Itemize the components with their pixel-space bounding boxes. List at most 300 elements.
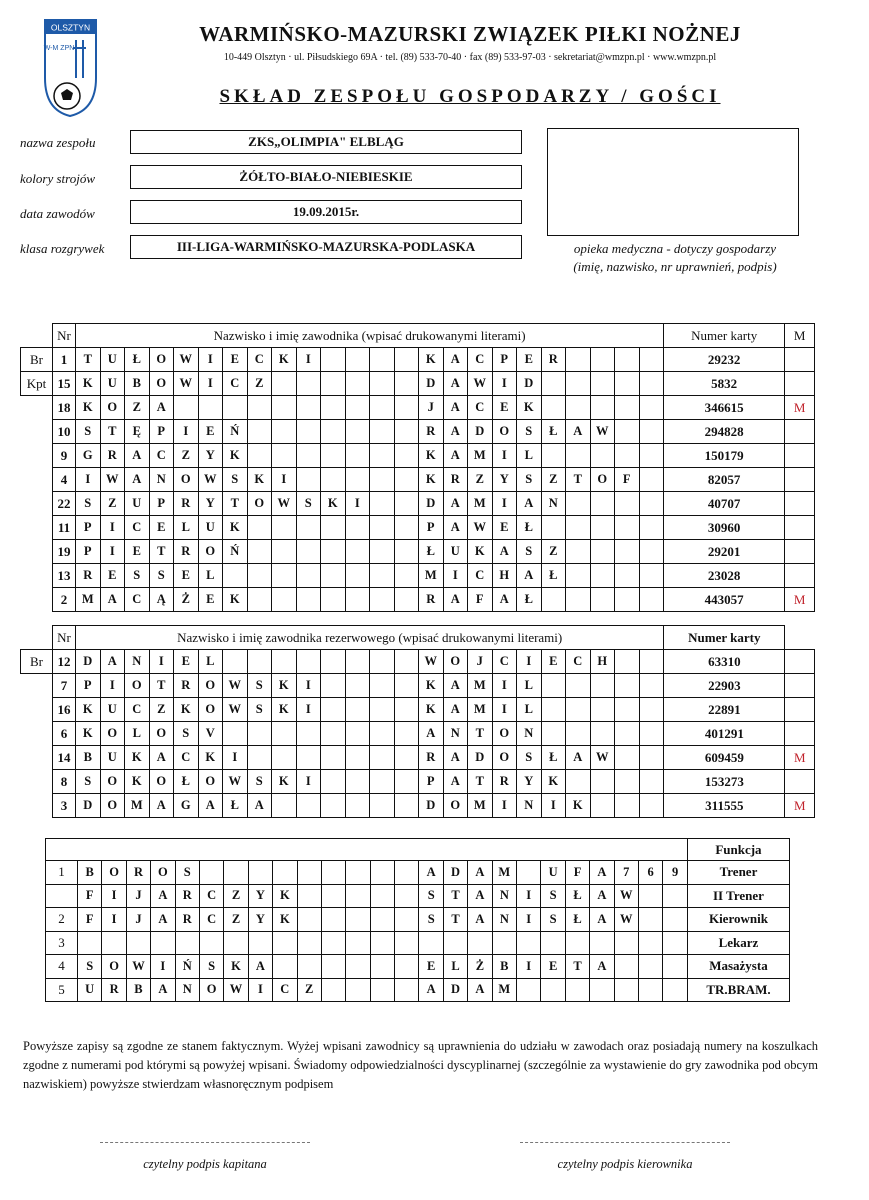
players-row-letter[interactable]: R bbox=[100, 444, 125, 468]
captain-signature-line[interactable] bbox=[100, 1142, 310, 1143]
players-row-letter[interactable]: A bbox=[566, 420, 591, 444]
players-row-letter[interactable] bbox=[541, 372, 566, 396]
players-row-letter[interactable] bbox=[590, 516, 615, 540]
reserves-row-letter[interactable] bbox=[590, 770, 615, 794]
players-row-letter[interactable] bbox=[247, 444, 272, 468]
players-row-letter[interactable] bbox=[272, 564, 297, 588]
players-row-letter[interactable]: E bbox=[517, 348, 542, 372]
staff-row-letter[interactable]: I bbox=[517, 908, 541, 932]
players-row-letter[interactable]: W bbox=[468, 516, 493, 540]
reserves-row-letter[interactable]: S bbox=[76, 770, 101, 794]
players-row-nr[interactable]: 22 bbox=[53, 492, 76, 516]
players-row-letter[interactable] bbox=[639, 564, 664, 588]
staff-row-letter[interactable]: Z bbox=[224, 908, 248, 932]
reserves-row-card[interactable]: 63310 bbox=[664, 650, 785, 674]
medical-care-box[interactable] bbox=[547, 128, 799, 236]
staff-row-letter[interactable] bbox=[346, 978, 370, 1002]
players-row-letter[interactable]: I bbox=[100, 540, 125, 564]
reserves-row-letter[interactable]: W bbox=[223, 674, 248, 698]
players-row-letter[interactable]: C bbox=[468, 564, 493, 588]
players-row-letter[interactable] bbox=[370, 348, 395, 372]
staff-row-letter[interactable]: I bbox=[248, 978, 272, 1002]
players-row-letter[interactable]: E bbox=[174, 564, 199, 588]
players-row-letter[interactable] bbox=[394, 396, 419, 420]
staff-row-letter[interactable]: S bbox=[541, 884, 565, 908]
reserves-row-nr[interactable]: 8 bbox=[53, 770, 76, 794]
reserves-row-letter[interactable]: D bbox=[76, 650, 101, 674]
players-row-letter[interactable] bbox=[370, 564, 395, 588]
staff-row-letter[interactable]: A bbox=[419, 861, 443, 885]
staff-row-letter[interactable]: A bbox=[590, 955, 614, 979]
staff-row-letter[interactable] bbox=[517, 978, 541, 1002]
players-row-letter[interactable] bbox=[321, 468, 346, 492]
staff-row-letter[interactable]: Z bbox=[297, 978, 321, 1002]
reserves-row-letter[interactable] bbox=[321, 650, 346, 674]
players-row-card[interactable]: 30960 bbox=[664, 516, 785, 540]
reserves-row-card[interactable]: 22903 bbox=[664, 674, 785, 698]
reserves-row-letter[interactable] bbox=[296, 722, 321, 746]
staff-row-letter[interactable] bbox=[638, 931, 662, 955]
players-row-letter[interactable] bbox=[321, 540, 346, 564]
players-row-letter[interactable]: U bbox=[100, 348, 125, 372]
reserves-row-letter[interactable] bbox=[321, 746, 346, 770]
reserves-row-letter[interactable]: I bbox=[517, 650, 542, 674]
players-row-letter[interactable]: Y bbox=[492, 468, 517, 492]
reserves-row-letter[interactable] bbox=[394, 698, 419, 722]
staff-row-letter[interactable]: R bbox=[126, 861, 150, 885]
staff-row-letter[interactable]: Ł bbox=[565, 884, 589, 908]
staff-row-letter[interactable]: Ż bbox=[468, 955, 492, 979]
players-row-letter[interactable] bbox=[639, 588, 664, 612]
players-row-letter[interactable]: R bbox=[419, 588, 444, 612]
reserves-row-letter[interactable]: K bbox=[76, 722, 101, 746]
reserves-row-letter[interactable] bbox=[345, 794, 370, 818]
reserves-row-letter[interactable]: O bbox=[149, 722, 174, 746]
players-row-letter[interactable]: Ń bbox=[223, 420, 248, 444]
players-row-card[interactable]: 82057 bbox=[664, 468, 785, 492]
staff-row-letter[interactable]: U bbox=[78, 978, 102, 1002]
staff-row-letter[interactable] bbox=[395, 884, 419, 908]
staff-row-letter[interactable]: N bbox=[175, 978, 199, 1002]
reserves-row-letter[interactable]: N bbox=[443, 722, 468, 746]
players-row-letter[interactable]: S bbox=[125, 564, 150, 588]
players-row-letter[interactable] bbox=[394, 372, 419, 396]
staff-row-letter[interactable] bbox=[370, 978, 394, 1002]
players-row-letter[interactable] bbox=[345, 420, 370, 444]
players-row-letter[interactable]: I bbox=[174, 420, 199, 444]
players-row-letter[interactable]: R bbox=[174, 492, 199, 516]
players-row-letter[interactable] bbox=[394, 540, 419, 564]
players-row-letter[interactable] bbox=[590, 588, 615, 612]
staff-row-letter[interactable]: A bbox=[468, 978, 492, 1002]
staff-row-letter[interactable]: Ł bbox=[565, 908, 589, 932]
players-row-letter[interactable]: K bbox=[321, 492, 346, 516]
players-row-letter[interactable]: Ą bbox=[149, 588, 174, 612]
players-row-letter[interactable]: R bbox=[419, 420, 444, 444]
players-row-letter[interactable]: R bbox=[541, 348, 566, 372]
staff-row-letter[interactable]: A bbox=[468, 861, 492, 885]
players-row-letter[interactable]: K bbox=[223, 588, 248, 612]
players-row-nr[interactable]: 9 bbox=[53, 444, 76, 468]
players-row-letter[interactable] bbox=[296, 588, 321, 612]
staff-row-letter[interactable] bbox=[321, 931, 345, 955]
staff-row-letter[interactable]: F bbox=[78, 908, 102, 932]
staff-row-letter[interactable] bbox=[346, 908, 370, 932]
players-row-letter[interactable]: P bbox=[492, 348, 517, 372]
staff-row-letter[interactable] bbox=[199, 931, 223, 955]
reserves-row-letter[interactable]: O bbox=[100, 722, 125, 746]
staff-row-letter[interactable]: T bbox=[443, 908, 467, 932]
players-row-letter[interactable] bbox=[223, 396, 248, 420]
players-row-letter[interactable] bbox=[345, 588, 370, 612]
reserves-row-letter[interactable]: W bbox=[223, 770, 248, 794]
players-row-letter[interactable]: C bbox=[149, 444, 174, 468]
players-row-nr[interactable]: 11 bbox=[53, 516, 76, 540]
staff-row-letter[interactable]: K bbox=[273, 884, 297, 908]
reserves-row-letter[interactable] bbox=[370, 794, 395, 818]
staff-row-letter[interactable] bbox=[346, 861, 370, 885]
reserves-row-letter[interactable] bbox=[394, 770, 419, 794]
staff-row-letter[interactable]: L bbox=[443, 955, 467, 979]
reserves-row-letter[interactable] bbox=[590, 722, 615, 746]
players-row-letter[interactable]: A bbox=[517, 564, 542, 588]
staff-row-letter[interactable] bbox=[638, 955, 662, 979]
players-row-letter[interactable] bbox=[566, 516, 591, 540]
staff-row-letter[interactable]: B bbox=[78, 861, 102, 885]
players-row-letter[interactable] bbox=[345, 516, 370, 540]
players-row-m[interactable]: M bbox=[785, 396, 815, 420]
reserves-row-letter[interactable]: A bbox=[247, 794, 272, 818]
players-row-letter[interactable]: D bbox=[517, 372, 542, 396]
staff-row-letter[interactable] bbox=[663, 908, 688, 932]
staff-row-letter[interactable]: S bbox=[419, 884, 443, 908]
staff-row-letter[interactable]: S bbox=[78, 955, 102, 979]
staff-row-letter[interactable] bbox=[590, 931, 614, 955]
reserves-row-letter[interactable]: R bbox=[419, 746, 444, 770]
players-row-letter[interactable]: E bbox=[149, 516, 174, 540]
players-row-letter[interactable] bbox=[321, 420, 346, 444]
reserves-row-letter[interactable] bbox=[590, 794, 615, 818]
reserves-row-letter[interactable] bbox=[590, 698, 615, 722]
staff-row-letter[interactable]: W bbox=[126, 955, 150, 979]
players-row-letter[interactable]: O bbox=[174, 468, 199, 492]
players-row-letter[interactable] bbox=[615, 588, 640, 612]
players-row-letter[interactable] bbox=[370, 516, 395, 540]
players-row-letter[interactable]: K bbox=[517, 396, 542, 420]
players-row-letter[interactable]: T bbox=[100, 420, 125, 444]
reserves-row-letter[interactable]: L bbox=[198, 650, 223, 674]
reserves-row-letter[interactable]: M bbox=[468, 674, 493, 698]
players-row-letter[interactable] bbox=[272, 516, 297, 540]
players-row-letter[interactable]: P bbox=[149, 420, 174, 444]
staff-row-letter[interactable]: Y bbox=[248, 908, 272, 932]
players-row-letter[interactable] bbox=[321, 372, 346, 396]
players-row-letter[interactable]: S bbox=[296, 492, 321, 516]
players-row-m[interactable] bbox=[785, 516, 815, 540]
reserves-row-letter[interactable]: W bbox=[223, 698, 248, 722]
reserves-row-letter[interactable] bbox=[370, 746, 395, 770]
reserves-row-letter[interactable]: Y bbox=[517, 770, 542, 794]
reserves-row-letter[interactable]: J bbox=[468, 650, 493, 674]
staff-row-letter[interactable] bbox=[248, 861, 272, 885]
players-row-letter[interactable]: Ł bbox=[419, 540, 444, 564]
reserves-row-letter[interactable]: T bbox=[468, 722, 493, 746]
players-row-nr[interactable]: 10 bbox=[53, 420, 76, 444]
players-row-letter[interactable] bbox=[639, 348, 664, 372]
players-row-letter[interactable]: K bbox=[272, 348, 297, 372]
players-row-letter[interactable]: F bbox=[468, 588, 493, 612]
reserves-row-letter[interactable]: Z bbox=[149, 698, 174, 722]
players-row-m[interactable] bbox=[785, 564, 815, 588]
players-row-letter[interactable] bbox=[566, 444, 591, 468]
reserves-row-letter[interactable]: W bbox=[590, 746, 615, 770]
staff-row-letter[interactable]: 9 bbox=[663, 861, 688, 885]
reserves-row-letter[interactable] bbox=[345, 722, 370, 746]
players-row-card[interactable]: 5832 bbox=[664, 372, 785, 396]
reserves-row-letter[interactable] bbox=[321, 722, 346, 746]
players-row-letter[interactable]: I bbox=[492, 444, 517, 468]
staff-row-letter[interactable] bbox=[102, 931, 126, 955]
staff-row-letter[interactable]: C bbox=[199, 908, 223, 932]
reserves-row-letter[interactable]: O bbox=[443, 650, 468, 674]
players-row-letter[interactable] bbox=[370, 444, 395, 468]
reserves-row-letter[interactable]: I bbox=[149, 650, 174, 674]
players-row-letter[interactable] bbox=[590, 444, 615, 468]
players-row-letter[interactable]: Ł bbox=[541, 420, 566, 444]
reserves-row-letter[interactable]: A bbox=[198, 794, 223, 818]
staff-row-letter[interactable] bbox=[541, 931, 565, 955]
reserves-row-letter[interactable] bbox=[272, 650, 297, 674]
staff-row-nr[interactable]: 5 bbox=[46, 978, 78, 1002]
staff-row-letter[interactable] bbox=[443, 931, 467, 955]
reserves-row-letter[interactable]: O bbox=[492, 722, 517, 746]
players-row-letter[interactable]: K bbox=[419, 348, 444, 372]
reserves-row-letter[interactable]: E bbox=[174, 650, 199, 674]
reserves-row-letter[interactable]: I bbox=[492, 698, 517, 722]
reserves-row-letter[interactable]: A bbox=[443, 698, 468, 722]
staff-row-letter[interactable]: O bbox=[102, 861, 126, 885]
reserves-row-letter[interactable]: G bbox=[174, 794, 199, 818]
players-row-letter[interactable]: P bbox=[76, 540, 101, 564]
players-row-letter[interactable]: N bbox=[149, 468, 174, 492]
players-row-letter[interactable]: D bbox=[419, 372, 444, 396]
staff-row-letter[interactable] bbox=[346, 884, 370, 908]
players-row-letter[interactable] bbox=[394, 420, 419, 444]
staff-row-letter[interactable]: Ń bbox=[175, 955, 199, 979]
reserves-row-letter[interactable]: R bbox=[492, 770, 517, 794]
players-row-m[interactable] bbox=[785, 492, 815, 516]
reserves-row-letter[interactable] bbox=[321, 794, 346, 818]
reserves-row-nr[interactable]: 6 bbox=[53, 722, 76, 746]
players-row-letter[interactable] bbox=[566, 396, 591, 420]
reserves-row-nr[interactable]: 3 bbox=[53, 794, 76, 818]
reserves-row-m[interactable] bbox=[785, 722, 815, 746]
players-row-letter[interactable] bbox=[566, 372, 591, 396]
reserves-row-nr[interactable]: 12 bbox=[53, 650, 76, 674]
reserves-row-letter[interactable]: O bbox=[198, 770, 223, 794]
reserves-row-letter[interactable]: A bbox=[566, 746, 591, 770]
players-row-m[interactable]: M bbox=[785, 588, 815, 612]
players-row-letter[interactable]: K bbox=[223, 444, 248, 468]
players-row-letter[interactable] bbox=[394, 588, 419, 612]
players-row-nr[interactable]: 19 bbox=[53, 540, 76, 564]
players-row-letter[interactable] bbox=[296, 396, 321, 420]
reserves-row-letter[interactable]: S bbox=[247, 674, 272, 698]
reserves-row-m[interactable]: M bbox=[785, 746, 815, 770]
reserves-row-letter[interactable]: D bbox=[76, 794, 101, 818]
reserves-row-letter[interactable]: U bbox=[100, 746, 125, 770]
players-row-card[interactable]: 29232 bbox=[664, 348, 785, 372]
players-row-letter[interactable]: W bbox=[198, 468, 223, 492]
players-row-letter[interactable] bbox=[321, 396, 346, 420]
reserves-row-letter[interactable] bbox=[639, 698, 664, 722]
staff-row-letter[interactable] bbox=[248, 931, 272, 955]
players-row-letter[interactable] bbox=[566, 348, 591, 372]
league-field[interactable]: III-LIGA-WARMIŃSKO-MAZURSKA-PODLASKA bbox=[130, 235, 522, 259]
staff-row-letter[interactable]: W bbox=[614, 908, 638, 932]
players-row-letter[interactable]: A bbox=[517, 492, 542, 516]
staff-row-letter[interactable]: C bbox=[199, 884, 223, 908]
players-row-letter[interactable]: A bbox=[443, 444, 468, 468]
players-row-letter[interactable]: K bbox=[468, 540, 493, 564]
players-row-letter[interactable]: W bbox=[590, 420, 615, 444]
players-row-letter[interactable]: A bbox=[492, 540, 517, 564]
players-row-letter[interactable] bbox=[370, 492, 395, 516]
players-row-letter[interactable] bbox=[394, 468, 419, 492]
staff-row-letter[interactable]: 7 bbox=[614, 861, 638, 885]
reserves-row-letter[interactable]: T bbox=[149, 674, 174, 698]
staff-row-letter[interactable]: O bbox=[151, 861, 175, 885]
players-row-letter[interactable]: M bbox=[76, 588, 101, 612]
team-name-field[interactable]: ZKS„OLIMPIA" ELBLĄG bbox=[130, 130, 522, 154]
reserves-row-letter[interactable]: S bbox=[517, 746, 542, 770]
players-row-letter[interactable]: M bbox=[468, 492, 493, 516]
players-row-letter[interactable]: D bbox=[468, 420, 493, 444]
staff-row-letter[interactable]: A bbox=[468, 884, 492, 908]
reserves-row-letter[interactable] bbox=[639, 722, 664, 746]
match-date-field[interactable]: 19.09.2015r. bbox=[130, 200, 522, 224]
reserves-row-letter[interactable]: I bbox=[296, 770, 321, 794]
players-row-letter[interactable] bbox=[394, 564, 419, 588]
players-row-letter[interactable]: C bbox=[125, 516, 150, 540]
staff-row-letter[interactable] bbox=[663, 884, 688, 908]
players-row-letter[interactable] bbox=[590, 396, 615, 420]
staff-row-letter[interactable]: A bbox=[151, 908, 175, 932]
players-row-letter[interactable]: P bbox=[76, 516, 101, 540]
players-row-letter[interactable] bbox=[639, 372, 664, 396]
players-row-letter[interactable]: C bbox=[468, 348, 493, 372]
players-row-letter[interactable]: W bbox=[100, 468, 125, 492]
reserves-row-letter[interactable]: C bbox=[566, 650, 591, 674]
staff-row-letter[interactable] bbox=[273, 931, 297, 955]
players-row-letter[interactable]: O bbox=[198, 540, 223, 564]
reserves-row-letter[interactable]: P bbox=[76, 674, 101, 698]
players-row-letter[interactable]: S bbox=[223, 468, 248, 492]
staff-row-letter[interactable]: M bbox=[492, 978, 516, 1002]
staff-row-letter[interactable] bbox=[614, 931, 638, 955]
reserves-row-letter[interactable] bbox=[247, 746, 272, 770]
reserves-row-letter[interactable] bbox=[321, 770, 346, 794]
players-row-letter[interactable] bbox=[296, 540, 321, 564]
reserves-row-letter[interactable]: N bbox=[517, 722, 542, 746]
staff-row-letter[interactable]: F bbox=[78, 884, 102, 908]
reserves-row-letter[interactable] bbox=[615, 650, 640, 674]
staff-row-letter[interactable] bbox=[297, 908, 321, 932]
staff-row-letter[interactable]: A bbox=[419, 978, 443, 1002]
players-row-letter[interactable] bbox=[639, 516, 664, 540]
players-row-letter[interactable]: R bbox=[443, 468, 468, 492]
players-row-letter[interactable] bbox=[615, 348, 640, 372]
players-row-letter[interactable] bbox=[296, 372, 321, 396]
reserves-row-letter[interactable] bbox=[639, 794, 664, 818]
players-row-m[interactable] bbox=[785, 468, 815, 492]
players-row-letter[interactable]: A bbox=[443, 372, 468, 396]
reserves-row-nr[interactable]: 14 bbox=[53, 746, 76, 770]
players-row-letter[interactable]: T bbox=[223, 492, 248, 516]
players-row-letter[interactable] bbox=[615, 444, 640, 468]
players-row-letter[interactable] bbox=[321, 588, 346, 612]
staff-row-letter[interactable] bbox=[346, 955, 370, 979]
staff-row-letter[interactable] bbox=[224, 861, 248, 885]
staff-row-letter[interactable]: A bbox=[151, 978, 175, 1002]
reserves-row-letter[interactable]: M bbox=[468, 794, 493, 818]
players-row-letter[interactable]: S bbox=[149, 564, 174, 588]
staff-row-letter[interactable] bbox=[395, 955, 419, 979]
players-row-letter[interactable]: K bbox=[247, 468, 272, 492]
reserves-row-letter[interactable] bbox=[394, 674, 419, 698]
players-row-letter[interactable]: I bbox=[272, 468, 297, 492]
staff-row-letter[interactable]: Z bbox=[224, 884, 248, 908]
staff-row-letter[interactable] bbox=[321, 908, 345, 932]
players-row-letter[interactable]: M bbox=[468, 444, 493, 468]
players-row-letter[interactable]: I bbox=[100, 516, 125, 540]
players-row-letter[interactable] bbox=[639, 468, 664, 492]
reserves-row-letter[interactable]: Ł bbox=[174, 770, 199, 794]
players-row-letter[interactable] bbox=[296, 444, 321, 468]
players-row-m[interactable] bbox=[785, 372, 815, 396]
staff-row-nr[interactable]: 2 bbox=[46, 908, 78, 932]
staff-row-letter[interactable] bbox=[614, 955, 638, 979]
staff-row-letter[interactable]: K bbox=[224, 955, 248, 979]
players-row-letter[interactable]: T bbox=[566, 468, 591, 492]
players-row-letter[interactable]: A bbox=[100, 588, 125, 612]
reserves-row-letter[interactable]: I bbox=[100, 674, 125, 698]
players-row-nr[interactable]: 18 bbox=[53, 396, 76, 420]
reserves-row-letter[interactable]: P bbox=[419, 770, 444, 794]
staff-row-letter[interactable] bbox=[151, 931, 175, 955]
players-row-letter[interactable] bbox=[590, 540, 615, 564]
players-row-letter[interactable] bbox=[639, 492, 664, 516]
reserves-row-letter[interactable]: A bbox=[100, 650, 125, 674]
staff-row-letter[interactable]: W bbox=[224, 978, 248, 1002]
reserves-row-letter[interactable]: U bbox=[100, 698, 125, 722]
staff-row-letter[interactable] bbox=[321, 861, 345, 885]
players-row-card[interactable]: 346615 bbox=[664, 396, 785, 420]
staff-row-letter[interactable]: T bbox=[443, 884, 467, 908]
staff-row-letter[interactable] bbox=[273, 955, 297, 979]
players-row-letter[interactable] bbox=[345, 444, 370, 468]
players-row-letter[interactable] bbox=[247, 540, 272, 564]
players-row-letter[interactable] bbox=[296, 564, 321, 588]
reserves-row-letter[interactable]: S bbox=[247, 698, 272, 722]
reserves-row-letter[interactable]: I bbox=[541, 794, 566, 818]
reserves-row-m[interactable] bbox=[785, 650, 815, 674]
reserves-row-letter[interactable] bbox=[321, 698, 346, 722]
staff-row-letter[interactable] bbox=[199, 861, 223, 885]
players-row-letter[interactable]: A bbox=[125, 468, 150, 492]
reserves-row-letter[interactable]: O bbox=[100, 794, 125, 818]
staff-row-letter[interactable] bbox=[321, 884, 345, 908]
